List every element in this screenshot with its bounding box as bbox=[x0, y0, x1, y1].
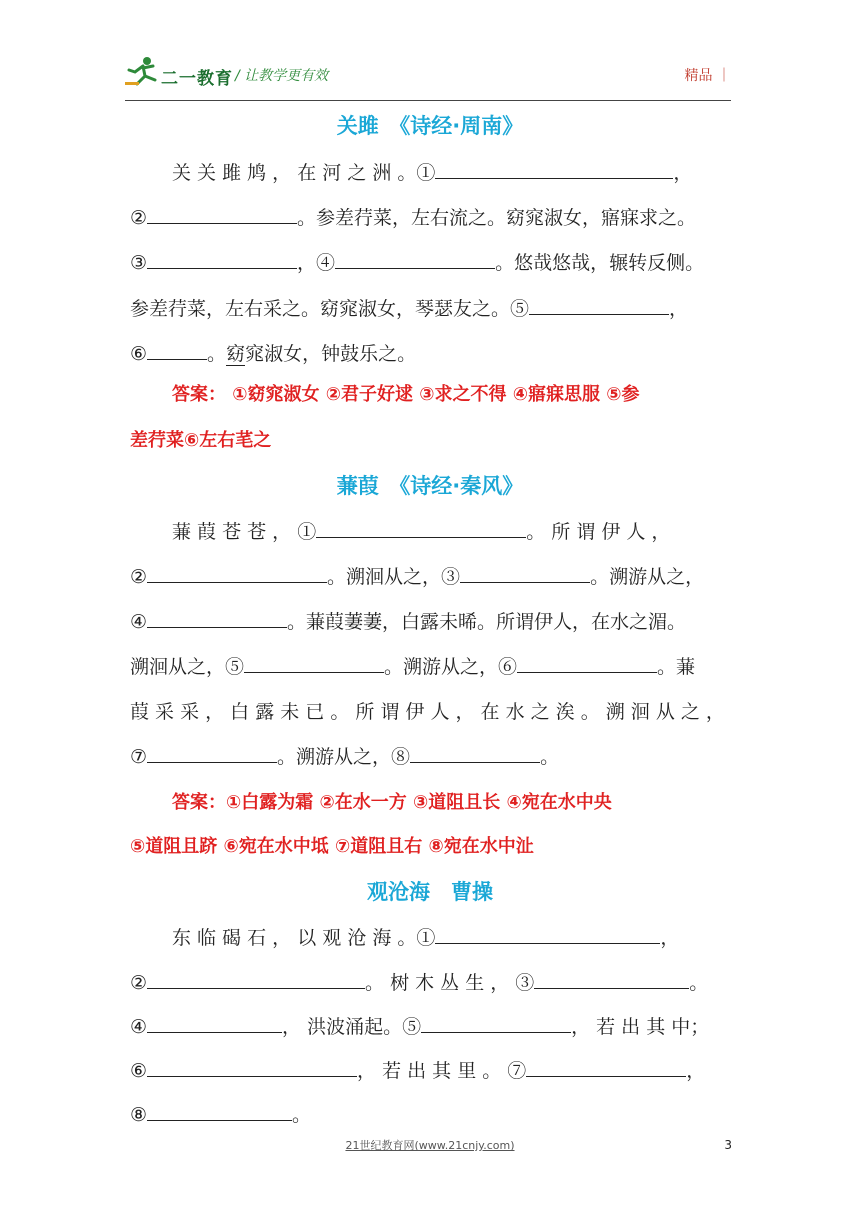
text-segment: 蒹 葭 苍 苍 ， ① bbox=[172, 521, 317, 543]
text-line bbox=[130, 246, 730, 280]
text-segment: 。 树 木 丛 生 ， ③ bbox=[365, 972, 535, 994]
blank-6 bbox=[147, 1054, 357, 1077]
text-segment: ② bbox=[130, 207, 148, 229]
text-segment: 溯洄从之，⑤ bbox=[130, 656, 245, 678]
blank-3 bbox=[460, 560, 590, 583]
blank-2 bbox=[147, 560, 327, 583]
text-segment: 。蒹葭萋萋，白露未晞。所谓伊人，在水之湄。 bbox=[287, 611, 687, 633]
text-segment: ， bbox=[686, 1060, 706, 1082]
answer-line: ⑤道阻且跻 ⑥宛在水中坻 ⑦道阻且右 ⑧宛在水中沚 bbox=[130, 836, 534, 857]
section-title-guanju: 关雎 《诗经·周南》 bbox=[336, 114, 524, 138]
blank-5 bbox=[244, 650, 384, 673]
text-line bbox=[130, 156, 730, 190]
text-line bbox=[130, 650, 730, 684]
text-line bbox=[130, 337, 730, 371]
text-segment: 。蒹 bbox=[657, 656, 696, 678]
text-segment: 窕淑女，钟鼓乐之。 bbox=[245, 343, 417, 365]
blank-8 bbox=[147, 1098, 292, 1121]
blank-7 bbox=[147, 740, 277, 763]
blank-8 bbox=[410, 740, 540, 763]
answer-line: 答案：①白露为霜 ②在水一方 ③道阻且长 ④宛在水中央 bbox=[172, 792, 612, 813]
text-line bbox=[130, 201, 730, 235]
blank-2 bbox=[147, 201, 297, 224]
text-segment: ⑥ bbox=[130, 1060, 148, 1082]
runner-logo-icon bbox=[125, 56, 159, 88]
text-segment: 。 bbox=[292, 1104, 312, 1126]
text-line bbox=[130, 921, 730, 955]
text-segment: ，④ bbox=[297, 252, 336, 274]
blank-5 bbox=[421, 1010, 571, 1033]
text-line bbox=[130, 1054, 730, 1088]
premium-label: 精品 ｜ bbox=[684, 68, 731, 84]
answer-line: 差荇菜⑥左右芼之 bbox=[130, 430, 272, 451]
text-segment: 。溯游从之，⑥ bbox=[384, 656, 518, 678]
section-title-jianjia: 蒹葭 《诗经·秦风》 bbox=[336, 474, 524, 498]
text-segment: 。溯洄从之，③ bbox=[327, 566, 461, 588]
blank-7 bbox=[526, 1054, 686, 1077]
answer-line: 答案： ①窈窕淑女 ②君子好逑 ③求之不得 ④寤寐思服 ⑤参 bbox=[172, 384, 640, 405]
text-line bbox=[130, 1010, 730, 1044]
blank-3 bbox=[147, 246, 297, 269]
text-segment: 。溯游从之，⑧ bbox=[277, 746, 411, 768]
footer-link[interactable]: 21世纪教育网(www.21cnjy.com) bbox=[345, 1139, 515, 1152]
blank-3 bbox=[534, 966, 689, 989]
text-segment: ， 若 出 其 里 。 ⑦ bbox=[357, 1060, 527, 1082]
text-segment: 。参差荇菜，左右流之。窈窕淑女，寤寐求之。 bbox=[297, 207, 697, 229]
text-segment: ② bbox=[130, 972, 148, 994]
text-segment: ② bbox=[130, 566, 148, 588]
text-line bbox=[130, 1098, 730, 1132]
text-line bbox=[130, 605, 730, 639]
text-segment: 。 所 谓 伊 人 ， bbox=[526, 521, 671, 543]
text-segment: 东 临 碣 石 ， 以 观 沧 海 。① bbox=[172, 927, 436, 949]
text-segment: ④ bbox=[130, 611, 148, 633]
text-segment: ， 若 出 其 中； bbox=[571, 1016, 710, 1038]
text-segment: 。 bbox=[207, 343, 227, 365]
page-number: 3 bbox=[724, 1138, 732, 1152]
text-line bbox=[130, 560, 730, 594]
section-title-guancanghai: 观沧海 曹操 bbox=[367, 880, 493, 904]
blank-5 bbox=[529, 292, 669, 315]
blank-6 bbox=[147, 337, 207, 360]
text-line bbox=[130, 292, 730, 326]
text-segment: ， bbox=[660, 927, 680, 949]
slogan: / 让教学更有效 bbox=[235, 68, 329, 84]
blank-2 bbox=[147, 966, 365, 989]
blank-6 bbox=[517, 650, 657, 673]
text-segment: 。溯游从之， bbox=[590, 566, 705, 588]
text-line bbox=[130, 966, 730, 1000]
text-segment: ⑧ bbox=[130, 1104, 148, 1126]
text-segment: 。 bbox=[540, 746, 560, 768]
text-line bbox=[130, 515, 730, 549]
text-segment: 。 bbox=[689, 972, 709, 994]
text-segment: ④ bbox=[130, 1016, 148, 1038]
text-segment: ⑦ bbox=[130, 746, 148, 768]
blank-1 bbox=[435, 921, 660, 944]
text-line: 葭 采 采 ， 白 露 未 已 。 所 谓 伊 人 ， 在 水 之 涘 。 溯 洄 从 之 ， bbox=[130, 701, 725, 723]
text-segment: ， 洪波涌起。⑤ bbox=[282, 1016, 422, 1038]
text-segment: ③ bbox=[130, 252, 148, 274]
text-segment: ， bbox=[669, 298, 689, 320]
blank-4 bbox=[147, 605, 287, 628]
text-segment: 。悠哉悠哉，辗转反侧。 bbox=[495, 252, 705, 274]
text-segment: 窈 bbox=[226, 343, 246, 365]
text-segment: 关 关 雎 鸠 ， 在 河 之 洲 。① bbox=[172, 162, 436, 184]
text-line bbox=[130, 740, 730, 774]
text-segment: ， bbox=[673, 162, 693, 184]
text-segment: 参差荇菜，左右采之。窈窕淑女，琴瑟友之。⑤ bbox=[130, 298, 530, 320]
blank-4 bbox=[147, 1010, 282, 1033]
blank-1 bbox=[435, 156, 673, 179]
logo-text: 二一教育 bbox=[161, 69, 233, 89]
text-segment: ⑥ bbox=[130, 343, 148, 365]
blank-4 bbox=[335, 246, 495, 269]
page-header bbox=[125, 56, 731, 101]
blank-1 bbox=[316, 515, 526, 538]
